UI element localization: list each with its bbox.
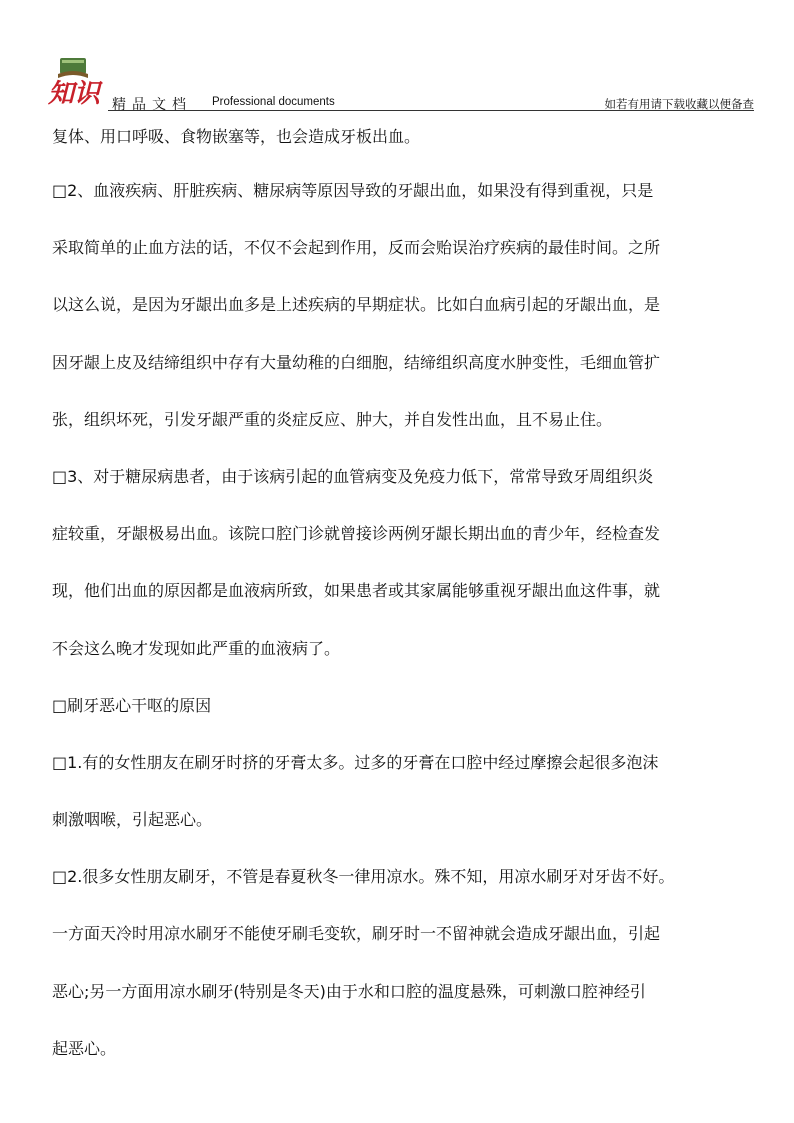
text-line: 一方面天冷时用凉水刷牙不能使牙刷毛变软，刷牙时一不留神就会造成牙龈出血，引起 bbox=[52, 924, 661, 944]
text-line: □3、对于糖尿病患者，由于该病引起的血管病变及免疫力低下，常常导致牙周组织炎 bbox=[52, 466, 654, 486]
section-heading: □刷牙恶心干呕的原因 bbox=[52, 695, 212, 715]
text-line: 不会这么晚才发现如此严重的血液病了。 bbox=[52, 638, 341, 658]
header-note: 如若有用请下载收藏以便备查 bbox=[604, 97, 754, 111]
text-line: 现，他们出血的原因都是血液病所致，如果患者或其家属能够重视牙龈出血这件事，就 bbox=[52, 581, 661, 601]
logo-text: 知识 bbox=[48, 79, 101, 108]
text-line: □1.有的女性朋友在刷牙时挤的牙膏太多。过多的牙膏在口腔中经过摩擦会起很多泡沫 bbox=[52, 752, 659, 772]
text-line: 刺激咽喉，引起恶心。 bbox=[52, 810, 213, 830]
text-line: □2、血液疾病、肝脏疾病、糖尿病等原因导致的牙龈出血，如果没有得到重视，只是 bbox=[52, 181, 654, 200]
brand-title: 精品文档 bbox=[112, 97, 192, 113]
text-line: 以这么说，是因为牙龈出血多是上述疾病的早期症状。比如白血病引起的牙龈出血，是 bbox=[52, 295, 661, 315]
header-divider bbox=[108, 110, 754, 111]
document-body bbox=[52, 112, 772, 1077]
brand-subtitle: Professional documents bbox=[212, 96, 335, 108]
page-header bbox=[0, 0, 794, 112]
text-line: 张，组织坏死，引发牙龈严重的炎症反应、肿大，并自发性出血，且不易止住。 bbox=[52, 409, 613, 429]
text-line: □2.很多女性朋友刷牙，不管是春夏秋冬一律用凉水。殊不知，用凉水刷牙对牙齿不好。 bbox=[52, 867, 675, 887]
text-line: 恶心;另一方面用凉水刷牙(特别是冬天)由于水和口腔的温度悬殊，可刺激口腔神经引 bbox=[52, 981, 646, 1001]
text-line: 采取简单的止血方法的话，不仅不会起到作用，反而会贻误治疗疾病的最佳时间。之所 bbox=[52, 238, 661, 258]
text-line: 起恶心。 bbox=[52, 1038, 117, 1058]
text-line: 症较重，牙龈极易出血。该院口腔门诊就曾接诊两例牙龈长期出血的青少年，经检查发 bbox=[52, 524, 661, 544]
text-line: 复体、用口呼吸、食物嵌塞等，也会造成牙板出血。 bbox=[52, 127, 421, 146]
book-logo-icon bbox=[46, 56, 104, 108]
text-line: 因牙龈上皮及结缔组织中存有大量幼稚的白细胞，结缔组织高度水肿变性，毛细血管扩 bbox=[52, 352, 661, 372]
